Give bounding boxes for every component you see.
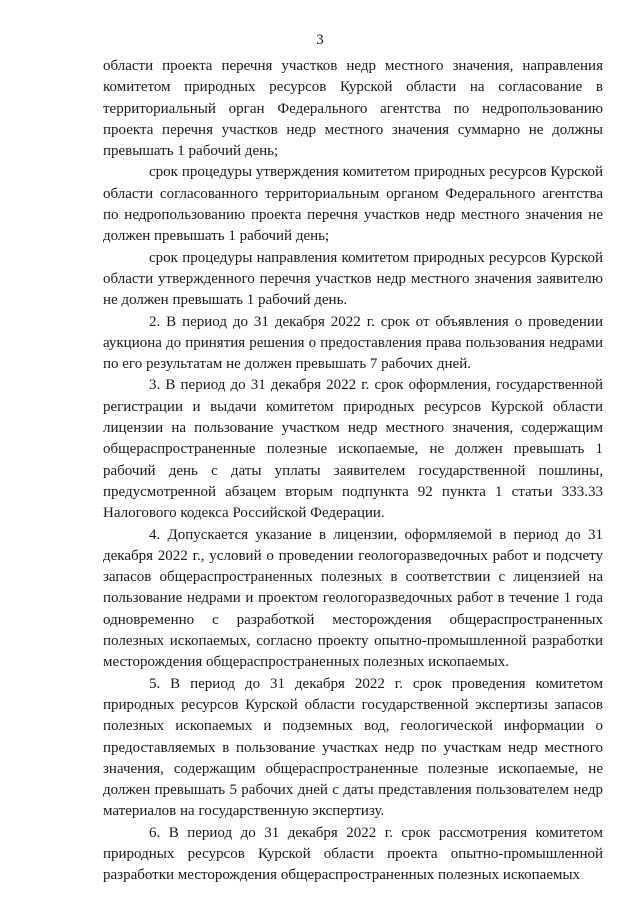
paragraph-sending-term: срок процедуры направления комитетом природных ресурсов Курской области утвержденного перечня участков недр местного значения заявителю не должен превышать 1 рабочий день.: [103, 249, 603, 309]
paragraph-item-3: 3. В период до 31 декабря 2022 г. срок оформления, государственной регистрации и выдачи комитетом природных ресурсов Курской области лицензии на пользование участком недр местного значения, содержащим общераспространенные полезные ископаемые, не должен превышать 1 рабочий день с даты уплаты заявителем государственной пошлины, предусмотренной абзацем вторым подпункта 92 пункта 1 статьи 333.33 Налогового кодекса Российской Федерации.: [103, 377, 603, 522]
document-body: [103, 56, 603, 887]
paragraph-approval-term: срок процедуры утверждения комитетом природных ресурсов Курской области согласованного территориальным органом Федерального агентства по недропользованию проекта перечня участков недр местного значения не должен превышать 1 рабочий день;: [103, 164, 603, 245]
paragraph-item-6: 6. В период до 31 декабря 2022 г. срок рассмотрения комитетом природных ресурсов Курской области проекта опытно-промышленной разработки месторождения общераспространенных полезных ископаемых: [103, 824, 603, 884]
paragraph-continuation: области проекта перечня участков недр местного значения, направления комитетом природных ресурсов Курской области на согласование в территориальный орган Федерального агентства по недропользованию проекта перечня участков недр местного значения суммарно не должны превышать 1 рабочий день;: [103, 58, 603, 160]
page-number: 3: [316, 32, 324, 48]
paragraph-item-2: 2. В период до 31 декабря 2022 г. срок от объявления о проведении аукциона до принятия решения о предоставления права пользования недрами по его результатам не должен превышать 7 рабочих дней.: [103, 313, 603, 373]
paragraph-item-4: 4. Допускается указание в лицензии, оформляемой в период до 31 декабря 2022 г., условий о проведении геологоразведочных работ и подсчету запасов общераспространенных полезных в соответствии с лицензией на пользование недрами и проектом геологоразведочных работ в течение 1 года одновременно с разработкой месторождения общераспространенных полезных ископаемых, согласно проекту опытно-промышленной разработки месторождения общераспространенных полезных ископаемых.: [103, 526, 603, 671]
paragraph-item-5: 5. В период до 31 декабря 2022 г. срок проведения комитетом природных ресурсов Курской области государственной экспертизы запасов полезных ископаемых и подземных вод, геологической информации о предоставляемых в пользование участках недр по участкам недр местного значения, содержащим общераспространенные полезные ископаемые, не должен превышать 5 рабочих дней с даты представления пользователем недр материалов на государственную экспертизу.: [103, 675, 603, 820]
